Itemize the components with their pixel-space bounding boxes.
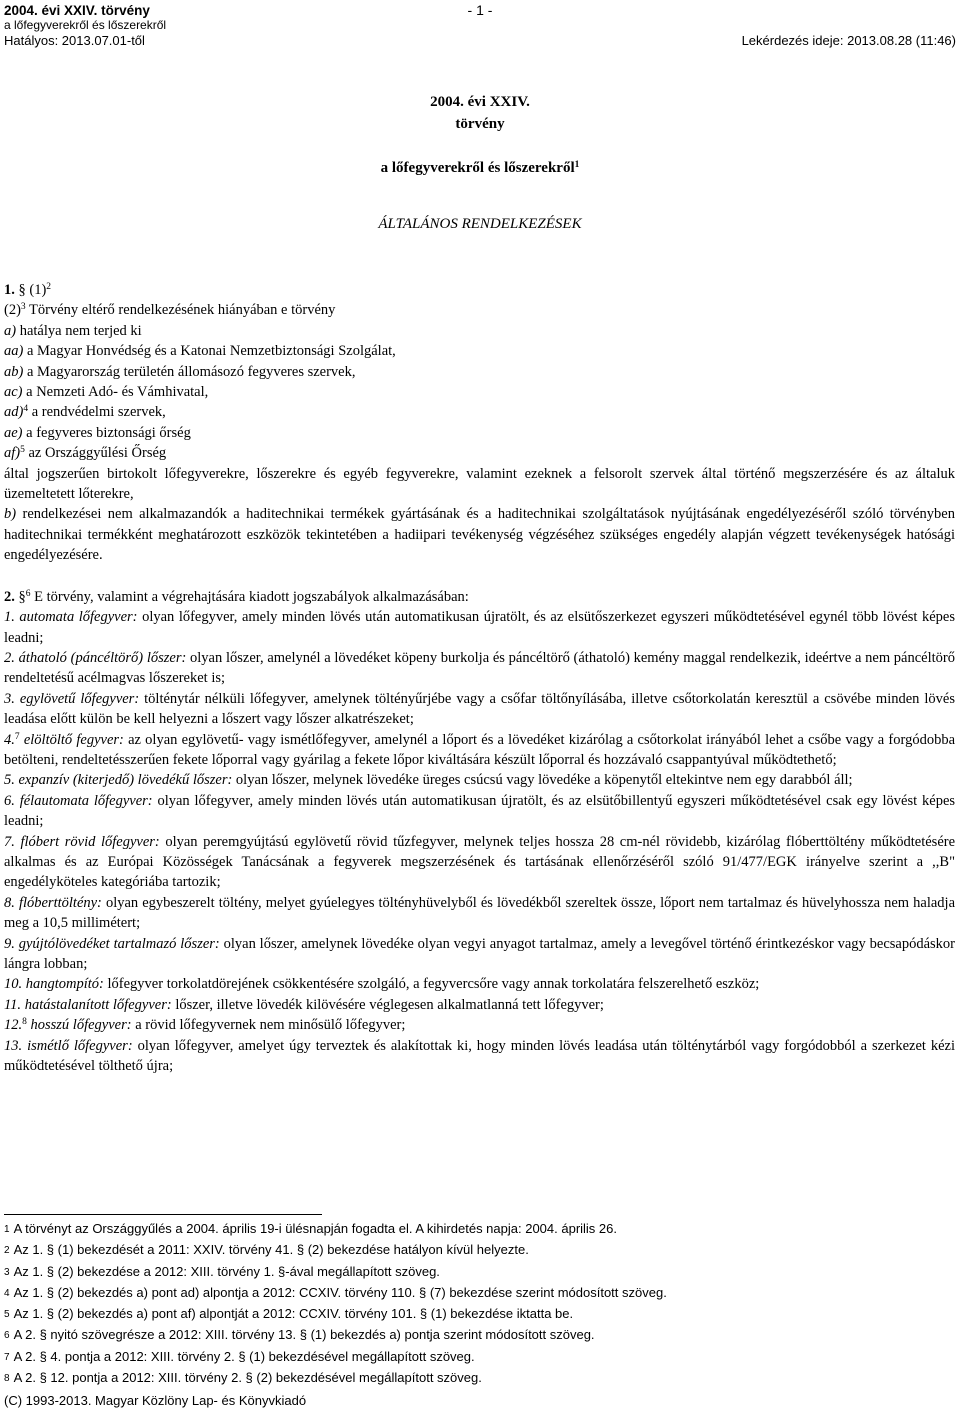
- definition-term: flóberttöltény:: [18, 894, 102, 911]
- footnote-number: 4: [4, 1287, 10, 1299]
- footnote: [4, 1262, 667, 1283]
- footnote: [4, 1219, 667, 1240]
- definition-text: lőfegyver torkolatdörejének csökkentésére szolgáló, a fegyvercsőre vagy annak torkolatára felszerelhető eszköz;: [107, 976, 760, 993]
- page-number: - 1 -: [467, 2, 493, 18]
- definition-item: [4, 995, 955, 1015]
- footnote-separator: [4, 1214, 322, 1215]
- section-1-heading: 1. § $(1)^2$: [4, 282, 52, 298]
- definition-term: flóbert rövid lőfegyver:: [20, 833, 160, 850]
- definition-item: [4, 730, 955, 771]
- definition-text: olyan lőfegyver, amely minden lövés után automatikusan újratölt, és az elsütőszerkezet egyszeri működtetésével egynél több lövést képes leadni;: [4, 609, 955, 646]
- definition-term: expanzív (kiterjedő) lövedékű lőszer:: [18, 772, 233, 789]
- definition-number: 7.: [4, 833, 15, 850]
- footnote-ref: 1: [574, 160, 580, 170]
- paragraph-1: $(1)^2$: [29, 282, 52, 298]
- footnote-number: 7: [4, 1351, 10, 1363]
- point-ab: ab) a Magyarország területén állomásozó fegyveres szervek,: [4, 363, 356, 380]
- footnote-text: A törvényt az Országgyűlés a 2004. április 19-i ülésnapján fogadta el. A kihirdetés napja: 2004. április 26.: [13, 1221, 617, 1236]
- definition-text: az olyan egylövetű- vagy ismétlőfegyver, amelynél a lőport és a lövedéket kizárólag a csőtorkolat irányából lehet a csőbe vagy a forgódobba betölteni, rendeltetésszerűen fekete lőporral vagy gyárilag a fekete lőpor kiváltására készült lőporral és hozzávaló csappantyúval működtethető;: [4, 731, 956, 768]
- title-line-1: 2004. évi XXIV.: [430, 94, 530, 110]
- definition-number: 2.: [4, 649, 15, 666]
- footnote-number: 6: [4, 1330, 10, 1342]
- section-symbol: §: [18, 588, 26, 605]
- definition-term: áthatoló (páncéltörő) lőszer:: [18, 649, 187, 666]
- point-ac: ac) a Nemzeti Adó- és Vámhivatal,: [4, 384, 209, 401]
- definition-number: 10.: [4, 976, 23, 993]
- definition-term: félautomata lőfegyver:: [19, 792, 153, 809]
- header-effective-date: Hatályos: 2013.07.01-től: [4, 33, 145, 48]
- title-subject: a lőfegyverekről és lőszerekről: [380, 160, 575, 176]
- definition-number: 11.: [4, 996, 22, 1013]
- point-aa: aa) a Magyar Honvédség és a Katonai Nemzetbiztonsági Szolgálat,: [4, 343, 396, 360]
- footnote-number: 8: [4, 1373, 10, 1385]
- running-header: [4, 3, 956, 48]
- definition-number: 9.: [4, 935, 15, 952]
- definition-number: 3.: [4, 690, 15, 707]
- title-line-2: törvény: [455, 116, 505, 132]
- footnote-text: Az 1. § (2) bekezdése a 2012: XIII. törvény 1. §-ával megállapított szöveg.: [13, 1263, 440, 1279]
- definition-number: 12.: [4, 1017, 23, 1034]
- footnote-number: 5: [4, 1309, 10, 1321]
- footnote-text: A 2. § 12. pontja a 2012: XIII. törvény 2. § (2) bekezdésével megállapított szöveg.: [13, 1370, 482, 1386]
- definition-text: tölténytár nélküli lőfegyver, amelynek töltényűrjébe vagy a csőfar töltőnyílásába, illetve csőtorkolatán keresztül a csövébe minden lövés leadása előtt külön be kell helyezni a lőszert vagy lőszer alkatrészeket;: [4, 690, 955, 728]
- footnote: [4, 1347, 667, 1368]
- title-line-3: [0, 158, 960, 178]
- footnote-number: 1: [4, 1224, 10, 1235]
- footnotes: [4, 1219, 667, 1389]
- definition-text: olyan lőszer, amelynek lövedéke olyan vegyi anyagot tartalmaz, amely a levegővel történő érintkezéskor vagy becsapódáskor lángra lobban;: [4, 935, 956, 972]
- definition-number: 13.: [4, 1037, 23, 1054]
- footnote-ref: 5: [20, 445, 25, 456]
- definition-list: [4, 607, 955, 1076]
- definition-item: [4, 934, 955, 975]
- definition-term: elöltöltő fegyver:: [23, 731, 124, 748]
- definition-text: olyan lőfegyver, amely minden lövés után automatikusan újratölt, és az elsütőbillentyű egyszeri működtetésével csak egy lövést képes leadni;: [4, 792, 956, 830]
- section-heading: ÁLTALÁNOS RENDELKEZÉSEK: [378, 216, 582, 232]
- definition-term: hatástalanított lőfegyver:: [24, 996, 172, 1013]
- footnote-number: 2: [4, 1245, 10, 1257]
- footnote-ref: 4: [23, 404, 29, 415]
- definition-text: lőszer, illetve lövedék kilövésére véglegesen alkalmatlanná tett lőfegyver;: [175, 996, 604, 1013]
- footnote-text: A 2. § 4. pontja a 2012: XIII. törvény 2. § (1) bekezdésével megállapított szöveg.: [13, 1348, 475, 1364]
- definition-text: olyan lőszer, melynek lövedéke üreges csúcsú vagy lövedéke a köpenytől eltekintve nem egy darabból áll;: [235, 772, 853, 789]
- definition-term: hangtompító:: [25, 976, 104, 993]
- footnote-text: Az 1. § (1) bekezdését a 2011: XXIV. törvény 41. § (2) bekezdése hatályon kívül helyezte.: [13, 1242, 529, 1258]
- footnote: [4, 1240, 667, 1261]
- definition-item: [4, 648, 955, 689]
- point-a: a) hatálya nem terjed ki: [4, 322, 142, 339]
- footnote-text: A 2. § nyitó szövegrésze a 2012: XIII. törvény 13. § (1) bekezdés a) pontja szerint módosított szöveg.: [13, 1327, 595, 1343]
- definition-text: olyan lőfegyver, amelyet úgy terveztek és alakítottak ki, hogy minden lövés leadása után tölténytárból vagy forgódobból a szerkezet kézi működtetésével tölthető újra;: [4, 1037, 956, 1075]
- footnote: [4, 1283, 667, 1304]
- definition-number: 6.: [4, 792, 15, 809]
- definition-item: [4, 1036, 955, 1077]
- definition-text: a rövid lőfegyvernek nem minősülő lőfegyver;: [135, 1017, 406, 1034]
- section-2-heading: 2. §$^6$ E törvény, valamint a végrehajtására kiadott jogszabályok alkalmazásában:: [4, 588, 469, 605]
- definition-number: 4.: [4, 731, 15, 748]
- definition-item: [4, 1015, 955, 1035]
- header-law-subtitle: a lőfegyverekről és lőszerekről: [4, 18, 167, 32]
- header-law-title: 2004. évi XXIV. törvény: [4, 3, 150, 18]
- definition-term: gyújtólövedéket tartalmazó lőszer:: [18, 935, 220, 952]
- point-b: b) rendelkezései nem alkalmazandók a haditechnikai termékek gyártásának és a haditechnikai szolgáltatások nyújtásának engedélyezéséről szóló törvényben haditechnikai termékként meghatározott eszközök tekintetében a hadiipari tevékenység végzéséhez szükséges engedély alapján végzett tevékenységek hatósági engedélyezésére.: [4, 506, 955, 564]
- definition-number: 5.: [4, 772, 15, 789]
- footnote-text: Az 1. § (2) bekezdés a) pont af) alpontját a 2012: CCXIV. törvény 101. § (1) bekezdése iktatta be.: [13, 1306, 574, 1322]
- point-a-closing: által jogszerűen birtokolt lőfegyverekre, lőszerekre és egyéb fegyverekre, valamint ezeknek a felsorolt szervek által történő megszerzésére és az általuk üzemeltetett lőterekre,: [4, 465, 955, 503]
- definition-text: olyan peremgyújtású egylövetű rövid tűzfegyver, melynek teljes hossza 28 cm-nél rövidebb, kizárólag flóberttöltény működtetésére alkalmas és az Európai Közösségek Tanácsának a fegyverek megszerzésének és tartásának ellenőrzéséről szóló 91/477/EGK irányelve szerint a ,,B" engedélyköteles kategóriába tartozik;: [4, 833, 956, 891]
- footnote-ref: 8: [22, 1017, 27, 1028]
- definition-item: [4, 770, 955, 790]
- footnote-ref: 2: [46, 282, 52, 292]
- definition-text: olyan egybeszerelt töltény, melyet gyúelegyes töltényhüvelyből és lövedékből szereltek össze, lőport nem tartalmaz és hüvelyhossza nem haladja meg a 10,5 millimétert;: [4, 894, 956, 932]
- point-ad: ad)$^4$ a rendvédelmi szervek,: [4, 404, 166, 421]
- footnote-number: 3: [4, 1266, 10, 1278]
- definition-term: hosszú lőfegyver:: [30, 1017, 132, 1034]
- footnote: [4, 1325, 667, 1346]
- definition-item: [4, 974, 955, 994]
- definition-item: [4, 893, 955, 934]
- paragraph-2: $(2)^3$ Törvény eltérő rendelkezésének hiányában e törvény: [4, 302, 336, 319]
- section-symbol: §: [18, 282, 26, 298]
- definition-item: [4, 791, 955, 832]
- definition-term: automata lőfegyver:: [19, 609, 138, 626]
- definition-item: [4, 607, 955, 648]
- page-footer: (C) 1993-2013. Magyar Közlöny Lap- és Könyvkiadó: [4, 1393, 307, 1408]
- definition-term: egylövetű lőfegyver:: [19, 690, 140, 707]
- definition-term: ismétlő lőfegyver:: [27, 1037, 133, 1054]
- footnote-text: Az 1. § (2) bekezdés a) pont ad) alpontja a 2012: CCXIV. törvény 110. § (7) bekezdése szerint módosított szöveg.: [13, 1284, 667, 1300]
- footnote-ref: 6: [25, 588, 31, 599]
- definition-text: olyan lőszer, amelynél a lövedéket köpeny burkolja és páncéltörő (áthatoló) kemény maggal rendelkezik, ideértve a nem páncéltörő rendeltetésű acélmagvas lőszereket is;: [4, 649, 956, 687]
- header-query-time: Lekérdezés ideje: 2013.08.28 (11:46): [741, 33, 956, 48]
- document-body: [4, 280, 955, 1076]
- point-af: af)$^5$ az Országgyűlési Őrség: [4, 445, 167, 462]
- footnote-ref: 7: [14, 731, 20, 742]
- definition-number: 8.: [4, 894, 15, 911]
- definition-item: [4, 689, 955, 730]
- footnote: [4, 1368, 667, 1389]
- footnote: [4, 1304, 667, 1325]
- definition-number: 1.: [4, 609, 15, 626]
- point-ae: ae) a fegyveres biztonsági őrség: [4, 424, 191, 441]
- footnote-ref: 3: [20, 302, 26, 313]
- definition-item: [4, 832, 955, 893]
